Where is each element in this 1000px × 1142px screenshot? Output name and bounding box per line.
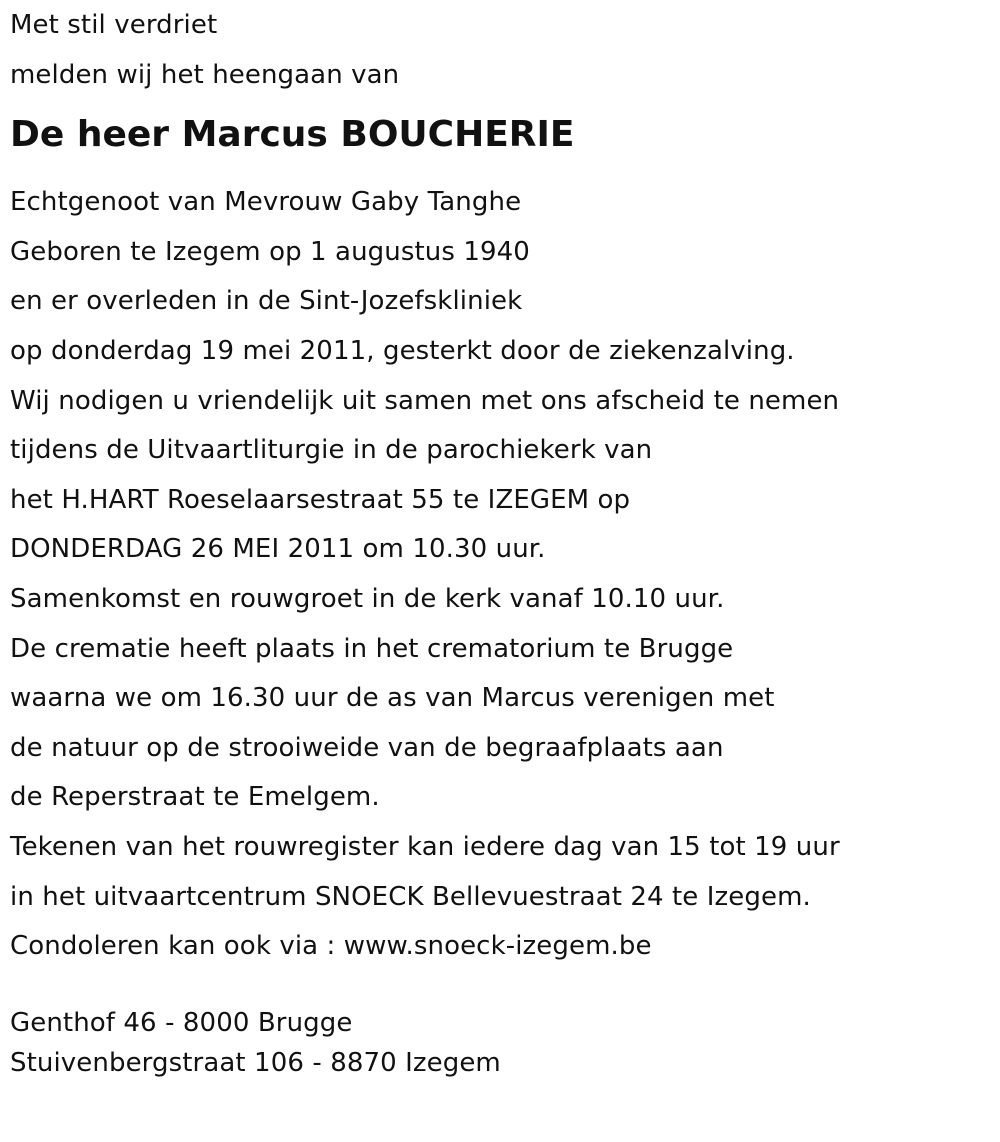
intro-block xyxy=(10,1,990,100)
body-line: De crematie heeft plaats in het crematorium te Brugge xyxy=(10,633,734,664)
intro-line: Met stil verdriet xyxy=(10,10,218,40)
body-line: Echtgenoot van Mevrouw Gaby Tanghe xyxy=(10,187,522,218)
body-line: waarna we om 16.30 uur de as van Marcus verenigen met xyxy=(10,683,775,714)
deceased-name: De heer Marcus BOUCHERIE xyxy=(10,114,575,156)
intro-line: melden wij het heengaan van xyxy=(10,59,400,90)
body-line: DONDERDAG 26 MEI 2011 om 10.30 uur. xyxy=(10,534,546,565)
body-line: op donderdag 19 mei 2011, gesterkt door de ziekenzalving. xyxy=(10,335,795,366)
condolence-website-line: Condoleren kan ook via : www.snoeck-izegem.be xyxy=(10,931,652,962)
obituary-notice xyxy=(10,0,990,1083)
body-line: in het uitvaartcentrum SNOECK Bellevuestraat 24 te Izegem. xyxy=(10,881,811,912)
body-line: Tekenen van het rouwregister kan iedere dag van 15 tot 19 uur xyxy=(10,831,840,862)
address-block xyxy=(10,1003,990,1083)
body-line: Geboren te Izegem op 1 augustus 1940 xyxy=(10,236,530,267)
body-line: Samenkomst en rouwgroet in de kerk vanaf 10.10 uur. xyxy=(10,583,725,614)
address-line: Stuivenbergstraat 106 - 8870 Izegem xyxy=(10,1047,501,1078)
body-line: het H.HART Roeselaarsestraat 55 te IZEGEM op xyxy=(10,484,631,515)
body-line: Wij nodigen u vriendelijk uit samen met ons afscheid te nemen xyxy=(10,385,840,416)
address-line: Genthof 46 - 8000 Brugge xyxy=(10,1007,353,1038)
notice-body xyxy=(10,178,990,972)
body-line: de natuur op de strooiweide van de begraafplaats aan xyxy=(10,732,724,763)
body-line: en er overleden in de Sint-Jozefskliniek xyxy=(10,286,523,317)
body-line: de Reperstraat te Emelgem. xyxy=(10,782,380,813)
body-line: tijdens de Uitvaartliturgie in de parochiekerk van xyxy=(10,435,653,466)
